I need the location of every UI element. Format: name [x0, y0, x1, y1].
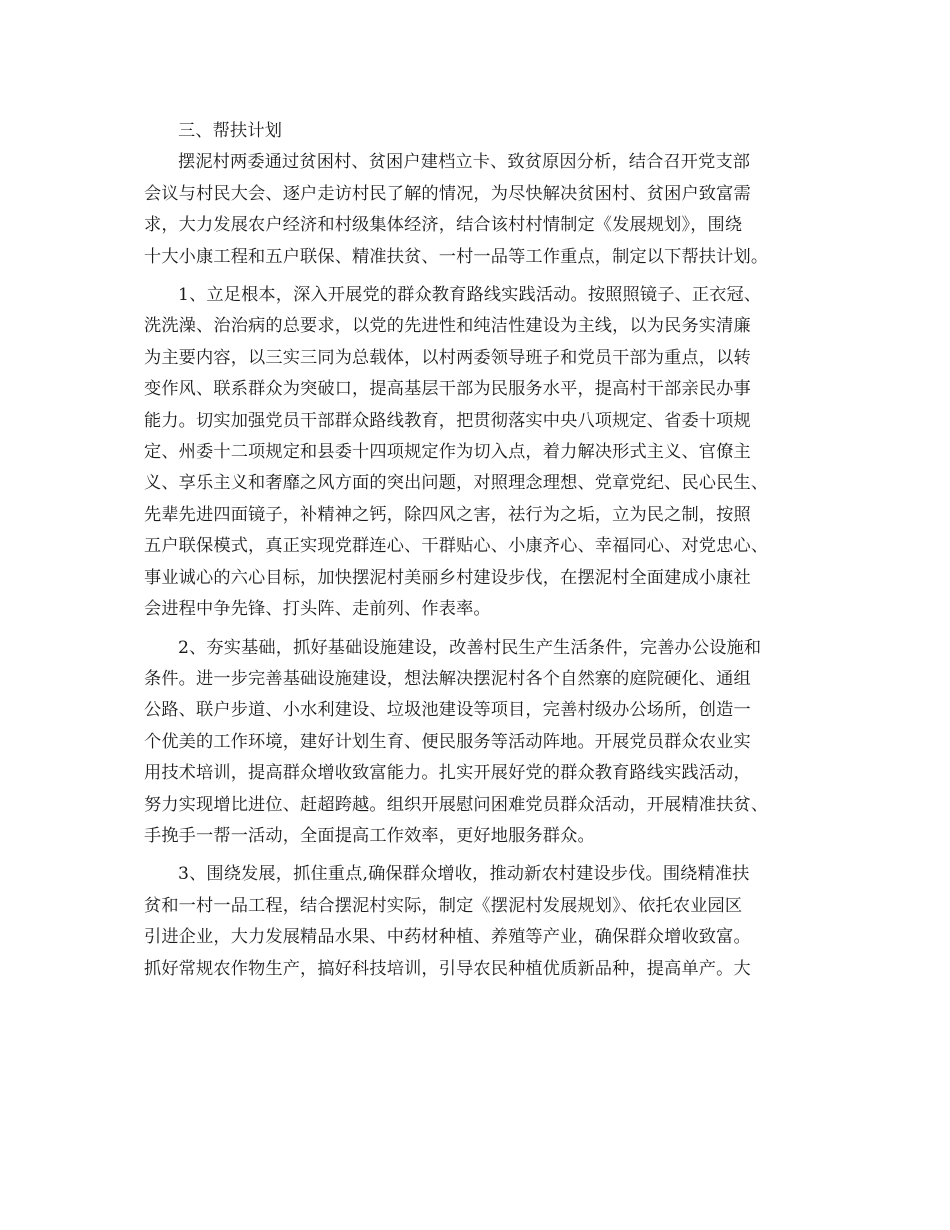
text-line: 条件。进一步完善基础设施建设，想法解决摆泥村各个自然寨的庭院硬化、通组	[144, 668, 751, 689]
section-heading: 三、帮扶计划	[178, 121, 283, 141]
text-line: 会进程中争先锋、打头阵、走前列、作表率。	[144, 599, 491, 620]
text-line: 2、夯实基础，抓好基础设施建设，改善村民生产生活条件，完善办公设施和	[178, 637, 762, 658]
paragraph-item-3	[144, 859, 814, 985]
document-body	[144, 116, 814, 985]
text-line: 公路、联户步道、小水利建设、垃圾池建设等项目，完善村级办公场所，创造一	[144, 700, 751, 721]
paragraph-intro	[144, 147, 814, 273]
text-line: 洗洗澡、治治病的总要求，以党的先进性和纯洁性建设为主线，以为民务实清廉	[144, 316, 751, 337]
text-line: 五户联保模式，真正实现党群连心、干群贴心、小康齐心、幸福同心、对党忠心、	[144, 536, 769, 557]
text-line: 事业诚心的六心目标，加快摆泥村美丽乡村建设步伐，在摆泥村全面建成小康社	[144, 567, 751, 588]
text-line: 义、享乐主义和奢靡之风方面的突出问题，对照理念理想、党章党纪、民心民生、	[144, 473, 769, 494]
text-line: 用技术培训，提高群众增收致富能力。扎实开展好党的群众教育路线实践活动，	[144, 763, 751, 784]
paragraph-item-2	[144, 633, 814, 853]
text-line: 定、州委十二项规定和县委十四项规定作为切入点，着力解决形式主义、官僚主	[144, 442, 751, 463]
text-line: 抓好常规农作物生产，搞好科技培训，引导农民种植优质新品种，提高单产。大	[144, 958, 751, 979]
text-line: 能力。切实加强党员干部群众路线教育，把贯彻落实中央八项规定、省委十项规	[144, 410, 751, 431]
text-line: 会议与村民大会、逐户走访村民了解的情况，为尽快解决贫困村、贫困户致富需	[144, 183, 751, 204]
text-line: 十大小康工程和五户联保、精准扶贫、一村一品等工作重点，制定以下帮扶计划。	[144, 246, 769, 267]
text-line: 变作风、联系群众为突破口，提高基层干部为民服务水平，提高村干部亲民办事	[144, 379, 751, 400]
text-line: 引进企业，大力发展精品水果、中药材种植、养殖等产业，确保群众增收致富。	[144, 927, 751, 948]
text-line: 贫和一村一品工程，结合摆泥村实际，制定《摆泥村发展规划》、依托农业园区	[144, 895, 743, 916]
paragraph-item-1	[144, 280, 814, 625]
text-line: 手挽手一帮一活动，全面提高工作效率，更好地服务群众。	[144, 825, 595, 846]
text-line: 摆泥村两委通过贫困村、贫困户建档立卡、致贫原因分析，结合召开党支部	[178, 152, 751, 173]
text-line: 求，大力发展农户经济和村级集体经济，结合该村村情制定《发展规划》，围绕	[144, 215, 743, 236]
text-line: 3、围绕发展，抓住重点,确保群众增收，推动新农村建设步伐。围绕精准扶	[178, 864, 750, 885]
text-line: 个优美的工作环境，建好计划生育、便民服务等活动阵地。开展党员群众农业实	[144, 731, 751, 752]
text-line: 先辈先进四面镜子，补精神之钙，除四风之害，祛行为之垢，立为民之制，按照	[144, 504, 751, 525]
text-line: 1、立足根本，深入开展党的群众教育路线实践活动。按照照镜子、正衣冠、	[178, 285, 762, 306]
text-line: 为主要内容，以三实三同为总载体，以村两委领导班子和党员干部为重点，以转	[144, 347, 751, 368]
text-line: 努力实现增比进位、赶超跨越。组织开展慰问困难党员群众活动，开展精准扶贫、	[144, 794, 769, 815]
